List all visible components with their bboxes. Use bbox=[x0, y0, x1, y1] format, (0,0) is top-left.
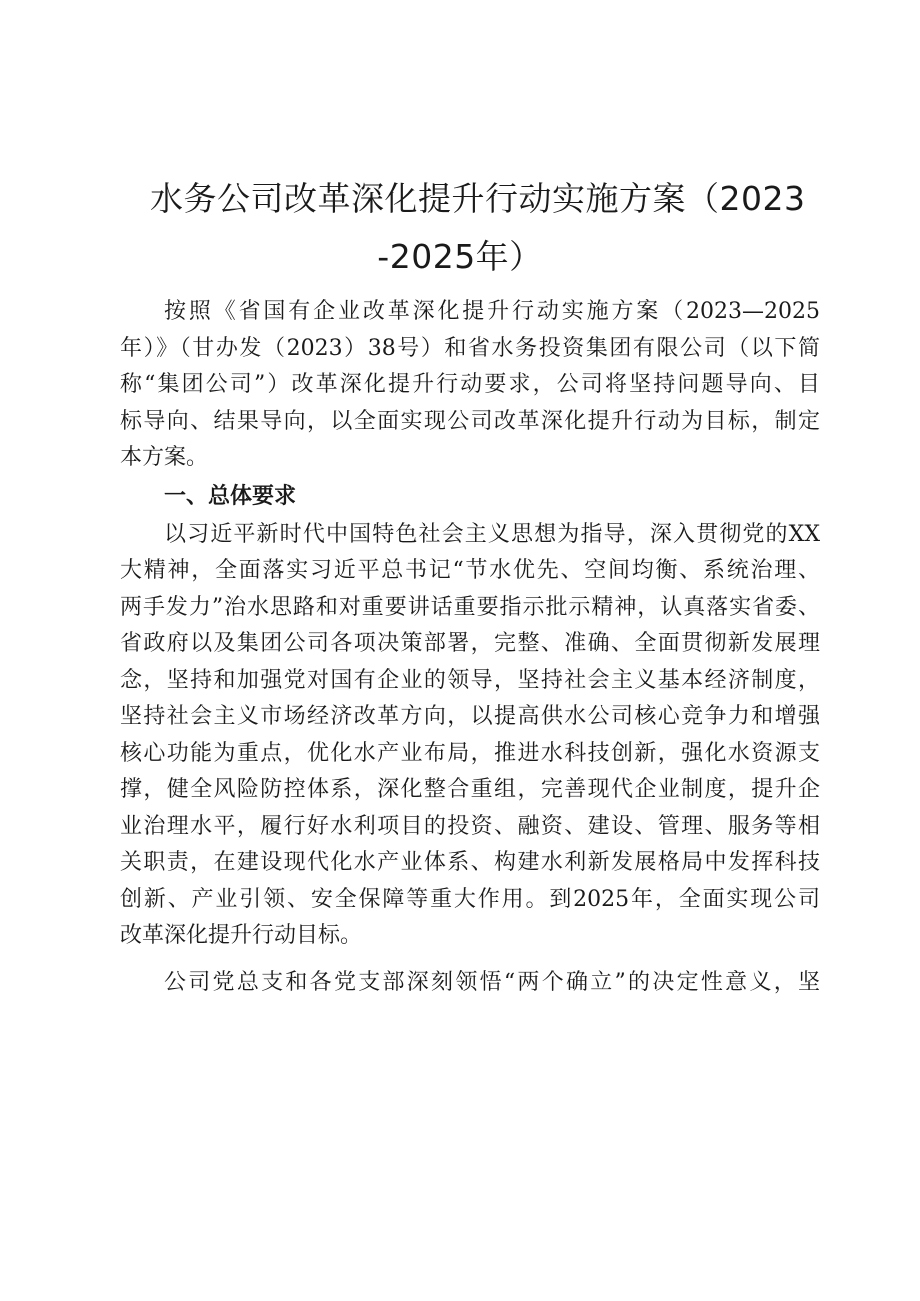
section-heading: 一、总体要求 bbox=[164, 483, 297, 509]
intro-paragraph bbox=[120, 294, 820, 477]
document-body bbox=[120, 294, 820, 1001]
paragraph-line: 本方案。 bbox=[120, 445, 209, 470]
paragraph-line: 撑，健全风险防控体系，深化整合重组，完善现代企业制度，提升企 bbox=[120, 777, 820, 802]
paragraph-line: 念，坚持和加强党对国有企业的领导，坚持社会主义基本经济制度， bbox=[120, 667, 820, 693]
document-title-line-2: -2025年） bbox=[377, 237, 543, 276]
paragraph-line: 省政府以及集团公司各项决策部署，完整、准确、全面贯彻新发展理 bbox=[120, 631, 820, 656]
paragraph-line: 标导向、结果导向，以全面实现公司改革深化提升行动为目标，制定 bbox=[120, 408, 820, 434]
paragraph-line: 以习近平新时代中国特色社会主义思想为指导，深入贯彻党的XX bbox=[164, 521, 820, 547]
paragraph-line: 核心功能为重点，优化水产业布局，推进水科技创新，强化水资源支 bbox=[120, 740, 820, 766]
paragraph-line: 创新、产业引领、安全保障等重大作用。到2025年，全面实现公司 bbox=[120, 886, 820, 912]
paragraph-line: 坚持社会主义市场经济改革方向，以提高供水公司核心竞争力和增强 bbox=[120, 704, 820, 729]
paragraph-line: 改革深化提升行动目标。 bbox=[120, 923, 363, 948]
paragraph-line: 关职责，在建设现代化水产业体系、构建水利新发展格局中发挥科技 bbox=[120, 850, 820, 875]
section1-paragraph bbox=[120, 517, 820, 955]
paragraph-line: 年）》（甘办发（2023）38号）和省水务投资集团有限公司（以下简 bbox=[120, 335, 820, 361]
document-title-line-1: 水务公司改革深化提升行动实施方案（2023 bbox=[150, 179, 806, 218]
paragraph-line: 按照《省国有企业改革深化提升行动实施方案（2023—2025 bbox=[164, 299, 820, 324]
paragraph-line: 业治理水平，履行好水利项目的投资、融资、建设、管理、服务等相 bbox=[120, 813, 820, 839]
paragraph-line: 称“集团公司”）改革深化提升行动要求，公司将坚持问题导向、目 bbox=[120, 372, 820, 397]
paragraph-line: 公司党总支和各党支部深刻领悟“两个确立”的决定性意义，坚 bbox=[164, 969, 820, 995]
paragraph-gap bbox=[120, 955, 820, 965]
paragraph-line: 两手发力”治水思路和对重要讲话重要指示批示精神，认真落实省委、 bbox=[120, 594, 820, 620]
paragraph-line: 大精神，全面落实习近平总书记“节水优先、空间均衡、系统治理、 bbox=[120, 558, 820, 583]
